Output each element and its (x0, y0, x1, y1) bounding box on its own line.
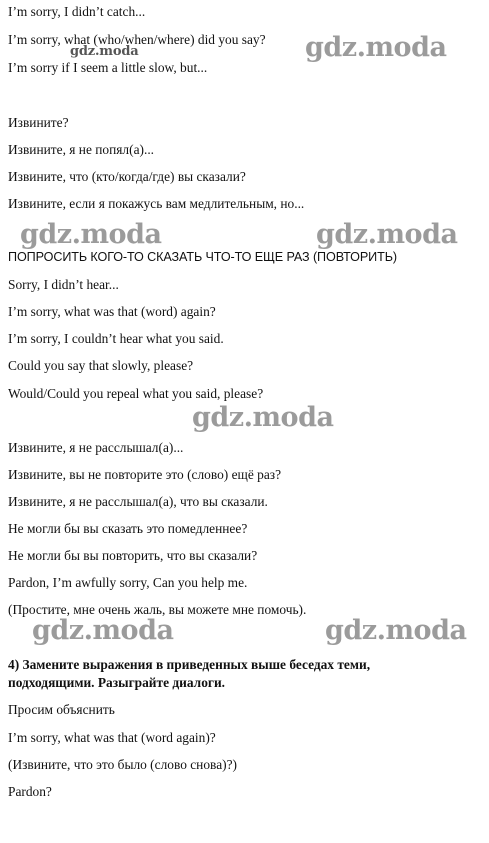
watermark-logo: gdz.moda (20, 219, 162, 250)
russian-phrase: Извините, я не расслышал(а), что вы сказали. (8, 494, 268, 509)
russian-phrase: (Простите, мне очень жаль, вы можете мне помочь). (8, 602, 307, 617)
russian-phrase: Не могли бы вы сказать это помедленнее? (8, 521, 248, 536)
english-phrase: I’m sorry if I seem a little slow, but... (8, 60, 208, 75)
english-phrase: Pardon, I’m awfully sorry, Can you help me. (8, 575, 248, 590)
watermark-logo: gdz.moda (32, 615, 174, 646)
answer-line: Pardon? (8, 784, 52, 799)
watermark-logo: gdz.moda (325, 615, 467, 646)
russian-phrase: Не могли бы вы повторить, что вы сказали? (8, 548, 258, 563)
watermark-logo: gdz.moda (70, 44, 139, 59)
english-phrase: Could you say that slowly, please? (8, 358, 194, 373)
english-phrase: Sorry, I didn’t hear... (8, 277, 119, 292)
section-heading: ПОПРОСИТЬ КОГО-ТО СКАЗАТЬ ЧТО-ТО ЕЩЕ РАЗ (ПОВТОРИТЬ) (8, 250, 397, 264)
russian-phrase: Извините, если я покажусь вам медлительным, но... (8, 196, 305, 211)
russian-phrase: Извините, я не расслышал(а)... (8, 440, 184, 455)
watermark-logo: gdz.moda (305, 32, 447, 63)
english-phrase: Would/Could you repeal what you said, please? (8, 386, 264, 401)
english-phrase: I’m sorry, I couldn’t hear what you said. (8, 331, 224, 346)
russian-phrase: Извините, вы не повторите это (слово) ещё раз? (8, 467, 282, 482)
answer-line: Просим объяснить (8, 702, 115, 717)
watermark-logo: gdz.moda (192, 402, 334, 433)
english-phrase: I’m sorry, what (who/when/where) did you say? (8, 32, 266, 47)
english-phrase: I’m sorry, I didn’t catch... (8, 4, 146, 19)
answer-line: (Извините, что это было (слово снова)?) (8, 757, 237, 772)
russian-phrase: Извините? (8, 115, 69, 130)
task-line: 4) Замените выражения в приведенных выше беседах теми, (8, 657, 371, 672)
watermark-logo: gdz.moda (316, 219, 458, 250)
task-line: подходящими. Разыграйте диалоги. (8, 675, 226, 690)
russian-phrase: Извините, я не попял(а)... (8, 142, 155, 157)
answer-line: I’m sorry, what was that (word again)? (8, 730, 216, 745)
russian-phrase: Извините, что (кто/когда/где) вы сказали? (8, 169, 246, 184)
english-phrase: I’m sorry, what was that (word) again? (8, 304, 216, 319)
